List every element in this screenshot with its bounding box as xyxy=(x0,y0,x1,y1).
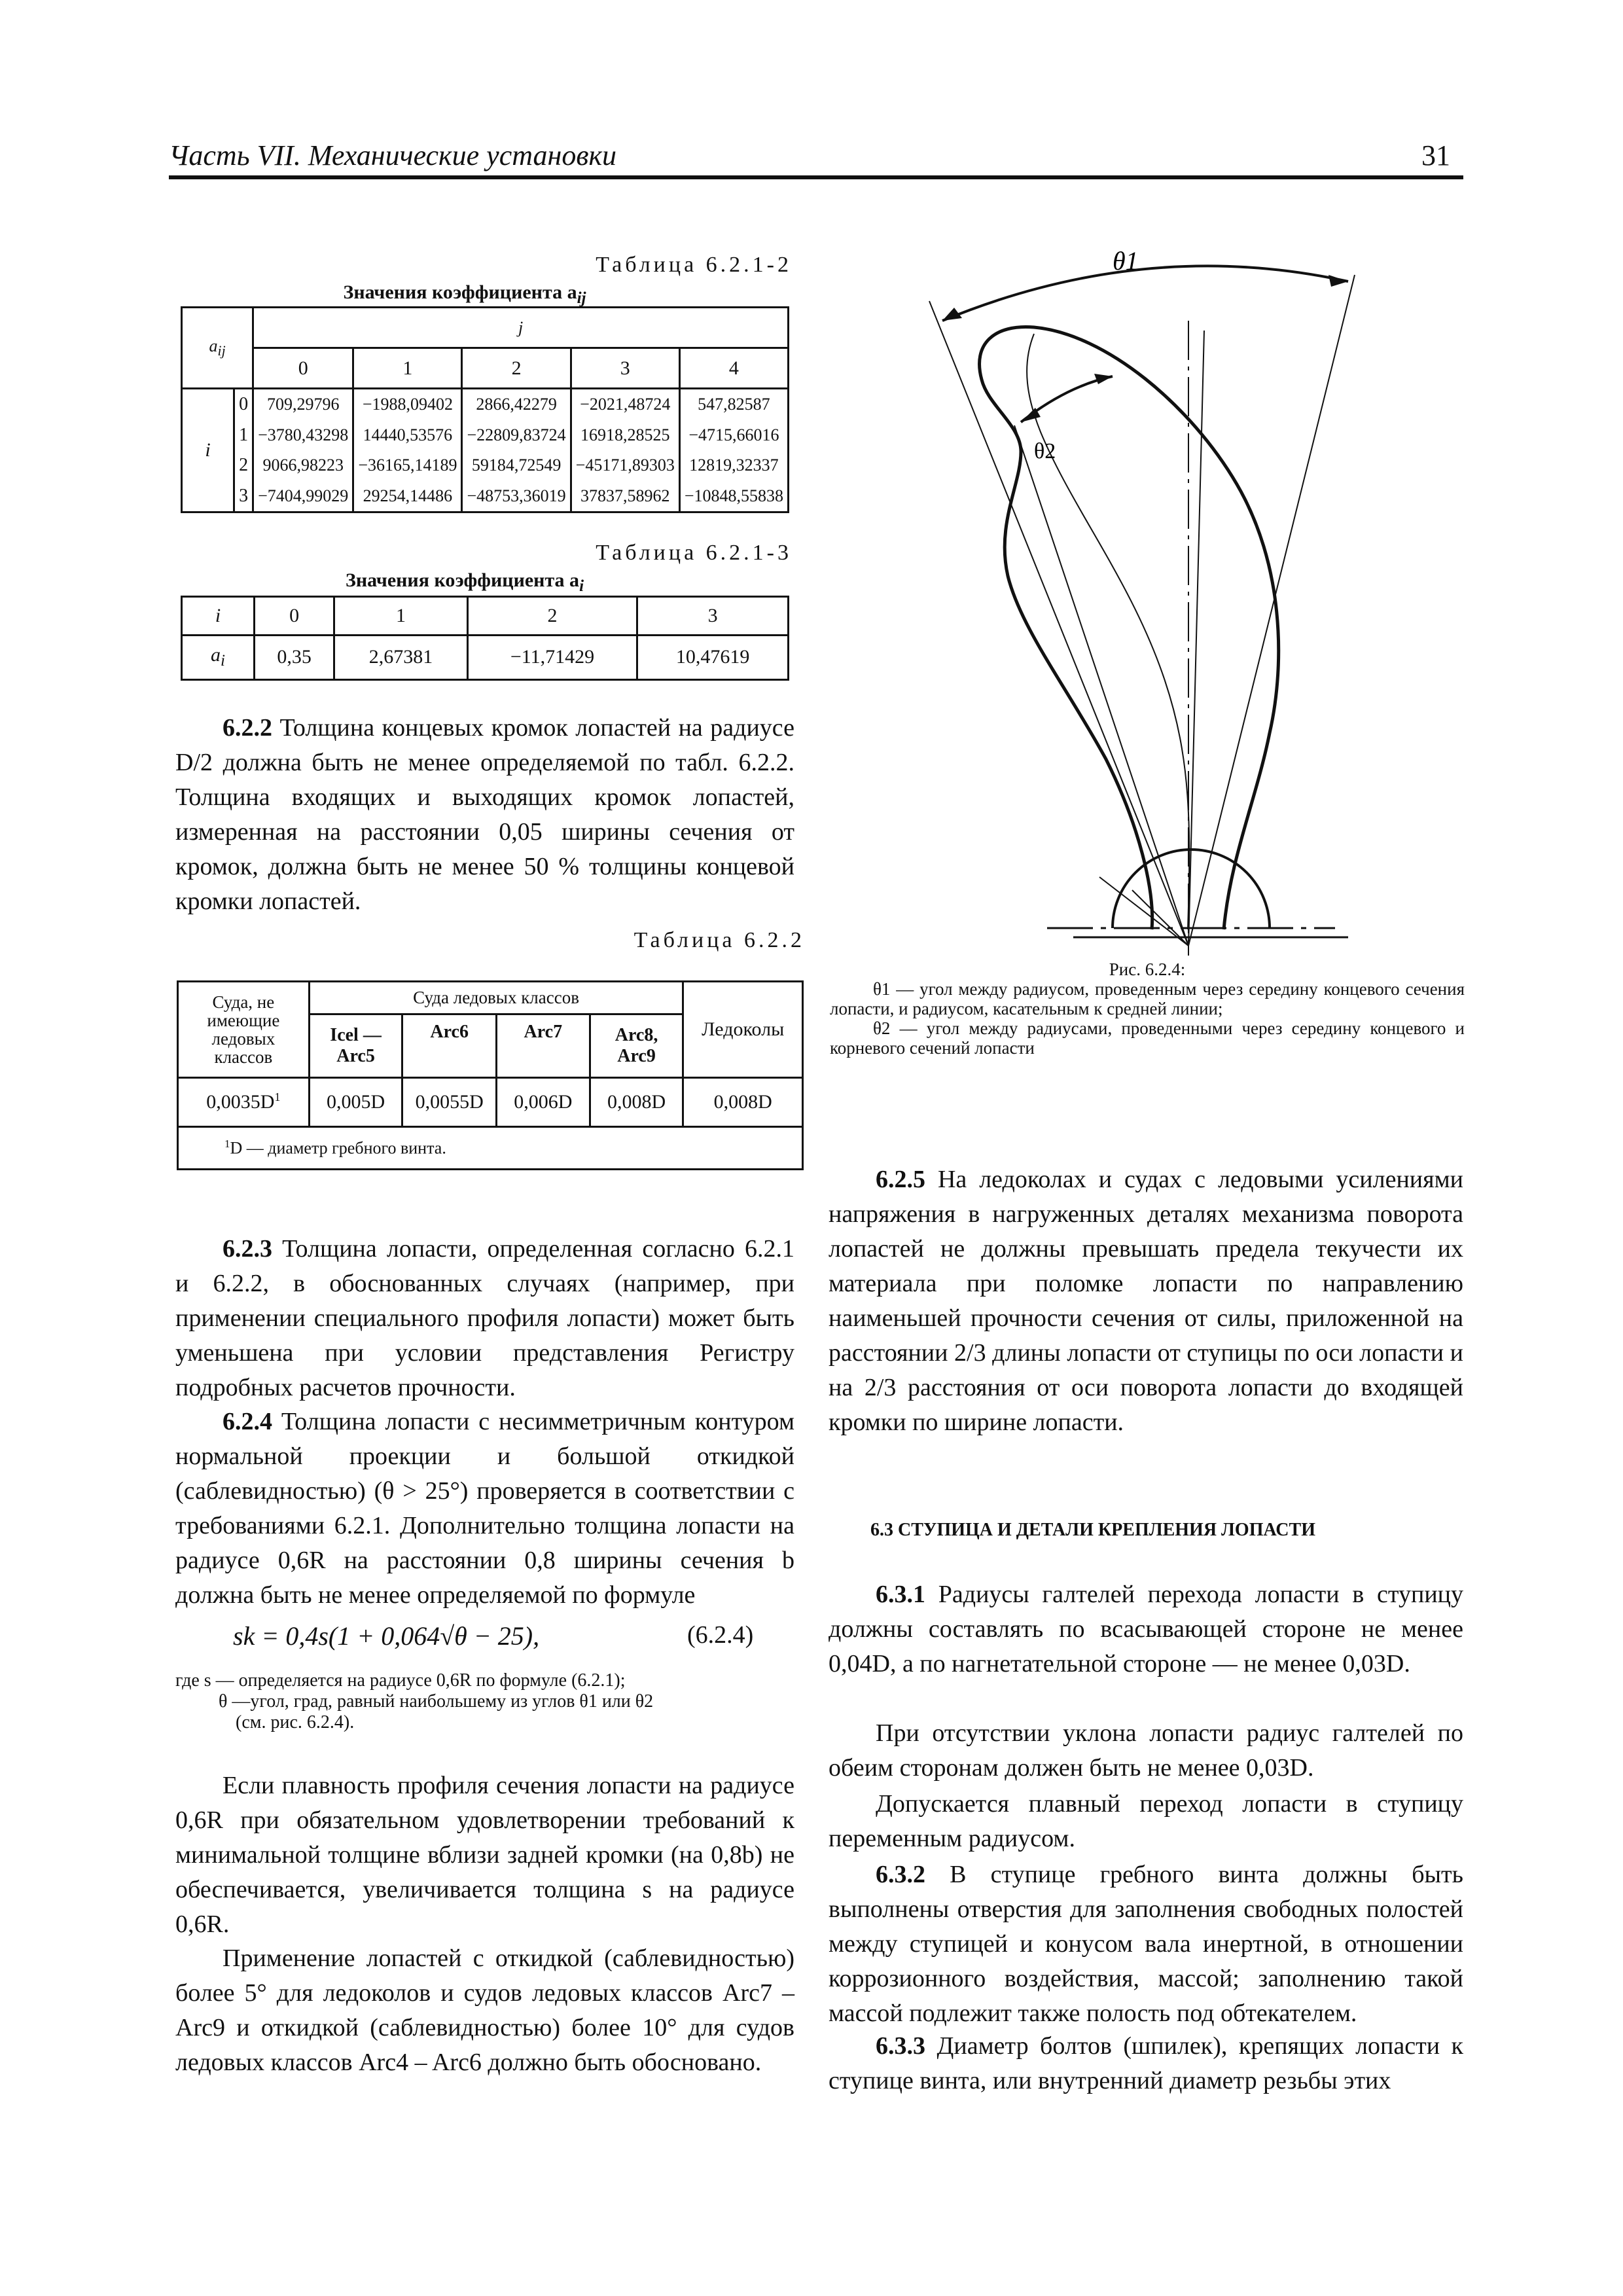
index-cell: 1 xyxy=(334,597,468,636)
table-cell: 709,29796 xyxy=(253,389,353,420)
header-divider xyxy=(169,175,1463,179)
legend-line: θ —угол, град, равный наибольшему из углов θ1 или θ2 xyxy=(219,1691,654,1712)
row-index: 3 xyxy=(234,480,253,512)
legend-line: где s — определяется на радиусе 0,6R по формуле (6.2.1); xyxy=(175,1670,626,1691)
figure-caption-line: θ1 — угол между радиусом, проведенным через середину концевого сечения лопасти, и радиусом, касательным к средней линии; xyxy=(830,979,1465,1018)
value-text: 0,0035D xyxy=(206,1091,275,1113)
blade-outline xyxy=(980,327,1279,929)
sub-header: Icel — Arc5 xyxy=(309,1014,402,1077)
value-cell: 0,008D xyxy=(683,1077,803,1126)
row-label xyxy=(182,635,255,679)
column-group-header: Суда ледовых классов xyxy=(309,982,683,1014)
radius-line xyxy=(1014,425,1188,946)
paragraph-6-2-2 xyxy=(175,711,794,919)
table-cell: −3780,43298 xyxy=(253,420,353,450)
theta1-arrow-left xyxy=(942,308,962,321)
running-header-title: Часть VII. Механические установки xyxy=(169,139,617,171)
table-title-text: Значения коэффициента a xyxy=(343,281,577,303)
column-group-header: j xyxy=(253,308,789,348)
formula: sk = 0,4s(1 + 0,064√θ − 25), xyxy=(233,1621,540,1651)
paragraph-smoothness xyxy=(175,1768,794,1942)
row-header: a xyxy=(209,336,218,355)
index-cell: 0 xyxy=(255,597,334,636)
paragraph-6-3-3 xyxy=(829,2029,1463,2098)
formula-number: (6.2.4) xyxy=(687,1621,754,1649)
figure-caption-line: θ2 — угол между радиусами, проведенными через середину концевого и корневого сечений лопасти xyxy=(830,1018,1465,1058)
clause-number: 6.3.3 xyxy=(876,2032,925,2060)
legend-line: (см. рис. 6.2.4). xyxy=(236,1712,355,1732)
table-caption: Таблица 6.2.1-3 xyxy=(596,541,792,565)
index-cell: 3 xyxy=(637,597,789,636)
clause-number: 6.2.5 xyxy=(876,1166,925,1193)
paragraph-text: Диаметр болтов (шпилек), крепящих лопасти к ступице винта, или внутренний диаметр резьбы этих xyxy=(829,2032,1463,2094)
table-footnote xyxy=(178,1127,803,1170)
value-cell: 0,008D xyxy=(590,1077,683,1126)
sub-header: Arc6 xyxy=(402,1014,497,1077)
column-header: 3 xyxy=(571,348,679,389)
paragraph-smooth-transition xyxy=(829,1787,1463,1856)
coefficient-table-ai xyxy=(181,596,789,681)
table-title xyxy=(262,281,668,308)
table-cell: −7404,99029 xyxy=(253,480,353,512)
table-cell: 12819,32337 xyxy=(679,450,788,480)
sub-header: Arc8, Arc9 xyxy=(590,1014,683,1077)
paragraph-6-3-1 xyxy=(829,1577,1463,1681)
clause-number: 6.3.2 xyxy=(876,1861,925,1888)
value-cell: 10,47619 xyxy=(637,635,789,679)
blade-mid-line xyxy=(1027,334,1189,929)
paragraph-6-2-5 xyxy=(829,1162,1463,1440)
footnote-marker: 1 xyxy=(274,1090,281,1104)
paragraph-text: Радиусы галтелей перехода лопасти в ступицу должны составлять по всасывающей стороне не менее 0,04D, а по нагнетательной стороне — не менее 0,03D. xyxy=(829,1581,1463,1677)
value-cell: 0,35 xyxy=(255,635,334,679)
column-header: 4 xyxy=(679,348,788,389)
table-cell: 59184,72549 xyxy=(462,450,571,480)
figure-caption xyxy=(830,960,1465,1058)
table-cell: −22809,83724 xyxy=(462,420,571,450)
table-caption: Таблица 6.2.1-2 xyxy=(596,253,792,277)
paragraph-6-2-3 xyxy=(175,1232,794,1405)
figure-caption-title: Рис. 6.2.4: xyxy=(1109,960,1186,979)
clause-number: 6.2.2 xyxy=(223,714,272,742)
table-cell: 9066,98223 xyxy=(253,450,353,480)
theta2-arrow-right xyxy=(1094,374,1113,384)
value-cell: 2,67381 xyxy=(334,635,468,679)
table-cell: −36165,14189 xyxy=(353,450,462,480)
row-label-sub: i xyxy=(221,652,225,670)
paragraph-skew xyxy=(175,1941,794,2080)
edge-thickness-table xyxy=(177,980,804,1170)
page-number: 31 xyxy=(1421,139,1450,171)
table-cell: −2021,48724 xyxy=(571,389,679,420)
table-cell: −1988,09402 xyxy=(353,389,462,420)
table-cell: −45171,89303 xyxy=(571,450,679,480)
table-cell: −10848,55838 xyxy=(679,480,788,512)
value-cell: 0,005D xyxy=(309,1077,402,1126)
table-cell: −48753,36019 xyxy=(462,480,571,512)
footnote-text: D — диаметр гребного винта. xyxy=(230,1138,446,1158)
column-header: 0 xyxy=(253,348,353,389)
section-title: 6.3 СТУПИЦА И ДЕТАЛИ КРЕПЛЕНИЯ ЛОПАСТИ xyxy=(870,1520,1315,1540)
table-title-subscript: ij xyxy=(577,289,586,307)
paragraph-text: Если плавность профиля сечения лопасти на радиусе 0,6R при обязательном удовлетворении требований к минимальной толщине вблизи задней кромки (на 0,8b) не обеспечивается, увеличивается толщина s на радиусе 0,6R. xyxy=(175,1772,794,1938)
column-header: 2 xyxy=(462,348,571,389)
table-cell: 29254,14486 xyxy=(353,480,462,512)
paragraph-text: В ступице гребного винта должны быть выполнены отверстия для заполнения свободных полостей между ступицей и конусом вала инертной, в отношении коррозионного воздействия, массой; заполнению такой массой подлежит также полость под обтекателем. xyxy=(829,1861,1463,2027)
value-cell: 0,0055D xyxy=(402,1077,497,1126)
paragraph-text: Толщина концевых кромок лопастей на радиусе D/2 должна быть не менее определяемой по табл. 6.2.2. Толщина входящих и выходящих кромок лопастей, измеренная на расстоянии 0,05 ширины сечения от кромок, должна быть не менее 50 % толщины концевой кромки лопастей. xyxy=(175,714,794,915)
table-cell: 16918,28525 xyxy=(571,420,679,450)
table-title xyxy=(262,569,668,596)
value-cell: −11,71429 xyxy=(467,635,637,679)
value-cell: 0,006D xyxy=(496,1077,590,1126)
table-cell: 547,82587 xyxy=(679,389,788,420)
table-cell: 14440,53576 xyxy=(353,420,462,450)
row-header-sub: ij xyxy=(217,343,226,359)
sub-header: Arc7 xyxy=(496,1014,590,1077)
paragraph-text: Допускается плавный переход лопасти в ступицу переменным радиусом. xyxy=(829,1790,1463,1852)
table-cell: 37837,58962 xyxy=(571,480,679,512)
index-cell: 2 xyxy=(467,597,637,636)
column-header: Ледоколы xyxy=(683,982,803,1078)
theta1-label: θ1 xyxy=(1113,246,1139,276)
table-cell: −4715,66016 xyxy=(679,420,788,450)
clause-number: 6.2.4 xyxy=(223,1408,272,1435)
row-index: 2 xyxy=(234,450,253,480)
table-title-text: Значения коэффициента a xyxy=(345,569,580,591)
theta1-arrow-right xyxy=(1329,275,1348,287)
radius-line xyxy=(1188,275,1355,946)
table-caption: Таблица 6.2.2 xyxy=(633,928,805,952)
paragraph-no-slope xyxy=(829,1716,1463,1785)
paragraph-text: Применение лопастей с откидкой (саблевидностью) более 5° для ледоколов и судов ледовых классов Arc7 – Arc9 и откидкой (саблевидностью) более 10° для судов ледовых классов Arc4 – Arc6 должно быть обосновано. xyxy=(175,1945,794,2076)
table-cell: 2866,42279 xyxy=(462,389,571,420)
row-group-header: i xyxy=(182,389,234,512)
table-corner-header xyxy=(182,308,253,389)
footnote-marker: 1 xyxy=(224,1138,230,1151)
paragraph-6-3-2 xyxy=(829,1857,1463,2031)
table-title-subscript: i xyxy=(579,577,584,595)
clause-number: 6.3.1 xyxy=(876,1581,925,1608)
paragraph-text: Толщина лопасти с несимметричным контуром нормальной проекции и большой откидкой (саблевидностью) (θ > 25°) проверяется в соответствии с требованиями 6.2.1. Дополнительно толщина лопасти на радиусе 0,6R на расстоянии 0,8 ширины сечения b должна быть не менее определяемой по формуле xyxy=(175,1408,794,1609)
theta2-label: θ2 xyxy=(1034,439,1056,463)
paragraph-6-2-4 xyxy=(175,1405,794,1613)
paragraph-text: При отсутствии уклона лопасти радиус галтелей по обеим сторонам должен быть не менее 0,03D. xyxy=(829,1719,1463,1782)
paragraph-text: Толщина лопасти, определенная согласно 6.2.1 и 6.2.2, в обоснованных случаях (например, при применении специального профиля лопасти) может быть уменьшена при условии представления Регистру подробных расчетов прочности. xyxy=(175,1235,794,1401)
row-label: i xyxy=(182,597,255,636)
clause-number: 6.2.3 xyxy=(223,1235,272,1263)
row-label-text: a xyxy=(211,644,221,666)
row-index: 1 xyxy=(234,420,253,450)
value-cell xyxy=(178,1077,310,1126)
coefficient-table-aij xyxy=(181,306,789,513)
column-header: Суда, не имеющие ледовых классов xyxy=(178,982,310,1078)
theta1-arc xyxy=(942,266,1348,321)
formula-legend xyxy=(175,1670,797,1733)
blade-skew-figure xyxy=(825,236,1479,956)
row-index: 0 xyxy=(234,389,253,420)
paragraph-text: На ледоколах и судах с ледовыми усилениями напряжения в нагруженных деталях механизма поворота лопастей не должны превышать предела текучести их материала при поломке лопасти по направлению наименьшей прочности сечения от силы, приложенной на расстоянии 2/3 длины лопасти от ступицы по оси лопасти и на 2/3 расстояния от оси поворота лопасти до входящей кромки по ширине лопасти. xyxy=(829,1166,1463,1436)
column-header: 1 xyxy=(353,348,462,389)
